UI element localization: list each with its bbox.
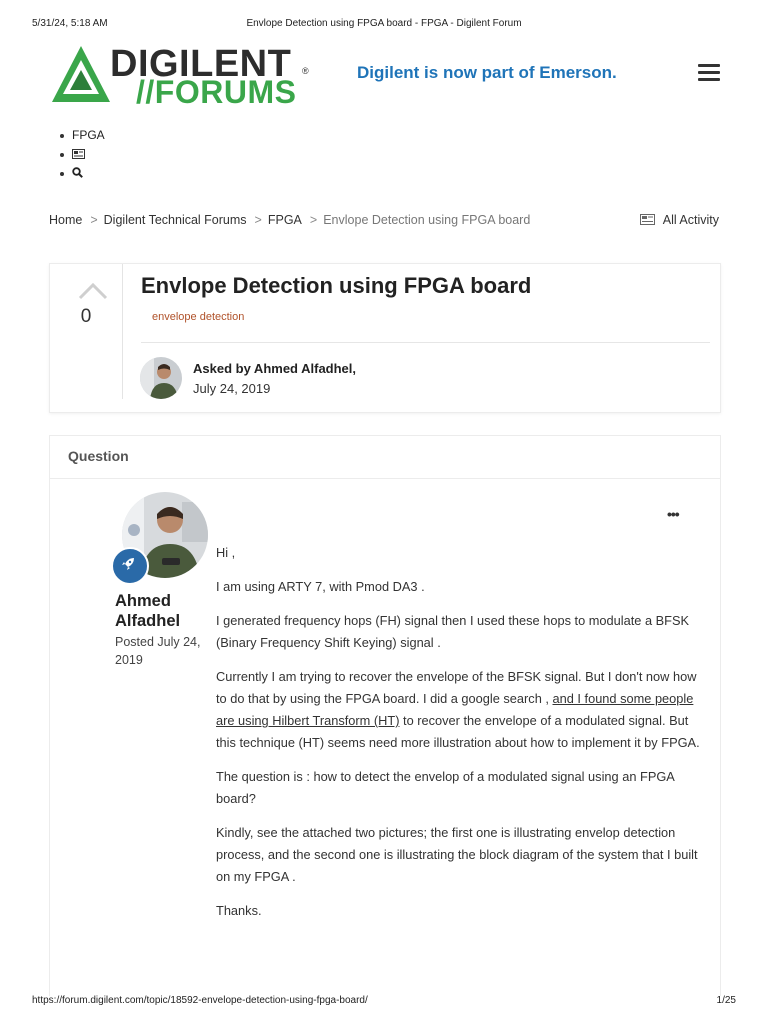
- emerson-tagline[interactable]: Digilent is now part of Emerson.: [357, 63, 617, 82]
- post-text: Currently I am trying to recover the envelope of the BFSK signal. But I don't now how to do that by using the FPGA board. I did a google search ,: [216, 669, 697, 706]
- divider: [141, 342, 710, 343]
- digilent-triangle-icon: [50, 44, 112, 106]
- logo-digilent-text: DIGILENT: [110, 43, 292, 85]
- topic-title: Envlope Detection using FPGA board: [141, 273, 532, 298]
- print-header: [32, 14, 736, 30]
- post-body: [216, 542, 706, 934]
- breadcrumb-fpga[interactable]: FPGA: [267, 213, 302, 227]
- logo-registered-mark: ®: [302, 66, 309, 76]
- logo-forums-text: //FORUMS: [136, 74, 297, 110]
- post-paragraph: I am using ARTY 7, with Pmod DA3 .: [216, 579, 425, 594]
- question-section: [49, 435, 721, 996]
- vote-count: 0: [80, 306, 92, 327]
- post-paragraph: [216, 666, 706, 754]
- hilbert-transform-link[interactable]: and I found some people are using Hilbert Transform (HT): [216, 691, 694, 728]
- post-paragraph: Thanks.: [216, 903, 262, 918]
- post-date: Posted July 24, 2019: [115, 635, 201, 667]
- breadcrumb: Home > Digilent Technical Forums > FPGA > Envlope Detection using FPGA board: [49, 213, 531, 227]
- nav-item-activity[interactable]: [58, 145, 105, 164]
- breadcrumb-home[interactable]: Home: [49, 213, 83, 227]
- question-label: Question: [68, 448, 129, 464]
- asked-date: July 24, 2019: [193, 381, 271, 396]
- activity-icon: [640, 214, 655, 225]
- post-paragraph: Hi ,: [216, 545, 236, 560]
- breadcrumb-current-topic: Envlope Detection using FPGA board: [323, 213, 531, 227]
- all-activity-label: All Activity: [662, 213, 719, 227]
- topic-header-card: [49, 263, 721, 413]
- rocket-icon: [121, 557, 135, 571]
- print-url: https://forum.digilent.com/topic/18592-envelope-detection-using-fpga-board/: [32, 995, 368, 1006]
- author-avatar-small[interactable]: [140, 357, 182, 399]
- breadcrumb-technical-forums[interactable]: Digilent Technical Forums: [103, 213, 247, 227]
- search-icon: [72, 167, 83, 178]
- post-text: to recover the envelope of a modulated signal. But this technique (HT) seems need more illustration about how to implement it by FPGA.: [216, 713, 700, 750]
- more-options-icon[interactable]: •••: [667, 506, 679, 522]
- nav-item-fpga-label: FPGA: [72, 128, 105, 142]
- nav-item-fpga[interactable]: [58, 126, 105, 145]
- vote-widget: [50, 264, 123, 399]
- print-page-number: 1/25: [716, 995, 736, 1006]
- post-paragraph: I generated frequency hops (FH) signal then I used these hops to modulate a BFSK (Binary Frequency Shift Keying) signal .: [216, 613, 690, 650]
- all-activity-link[interactable]: [640, 213, 719, 227]
- asked-by-author[interactable]: Asked by Ahmed Alfadhel,: [193, 361, 357, 376]
- activity-icon: [72, 149, 85, 159]
- nav-item-search[interactable]: [58, 164, 105, 183]
- post-author-name[interactable]: Ahmed Alfadhel: [115, 592, 181, 630]
- post-paragraph: Kindly, see the attached two pictures; the first one is illustrating envelop detection process, and the second one is illustrating the block diagram of the system that I built on my FPGA .: [216, 825, 698, 884]
- post-paragraph: The question is : how to detect the envelop of a modulated signal using an FPGA board?: [216, 769, 675, 806]
- person-photo-icon: [140, 357, 182, 399]
- question-section-header: [50, 436, 720, 479]
- digilent-forums-logo[interactable]: [50, 43, 312, 110]
- menu-hamburger-icon[interactable]: [698, 64, 720, 84]
- rank-badge: [111, 547, 149, 585]
- print-page-title: Envlope Detection using FPGA board - FPGA - Digilent Forum: [246, 18, 522, 29]
- print-timestamp: 5/31/24, 5:18 AM: [32, 18, 108, 29]
- topic-tag[interactable]: envelope detection: [152, 311, 245, 323]
- upvote-chevron-icon[interactable]: [78, 282, 108, 300]
- mobile-nav-list: [58, 126, 105, 183]
